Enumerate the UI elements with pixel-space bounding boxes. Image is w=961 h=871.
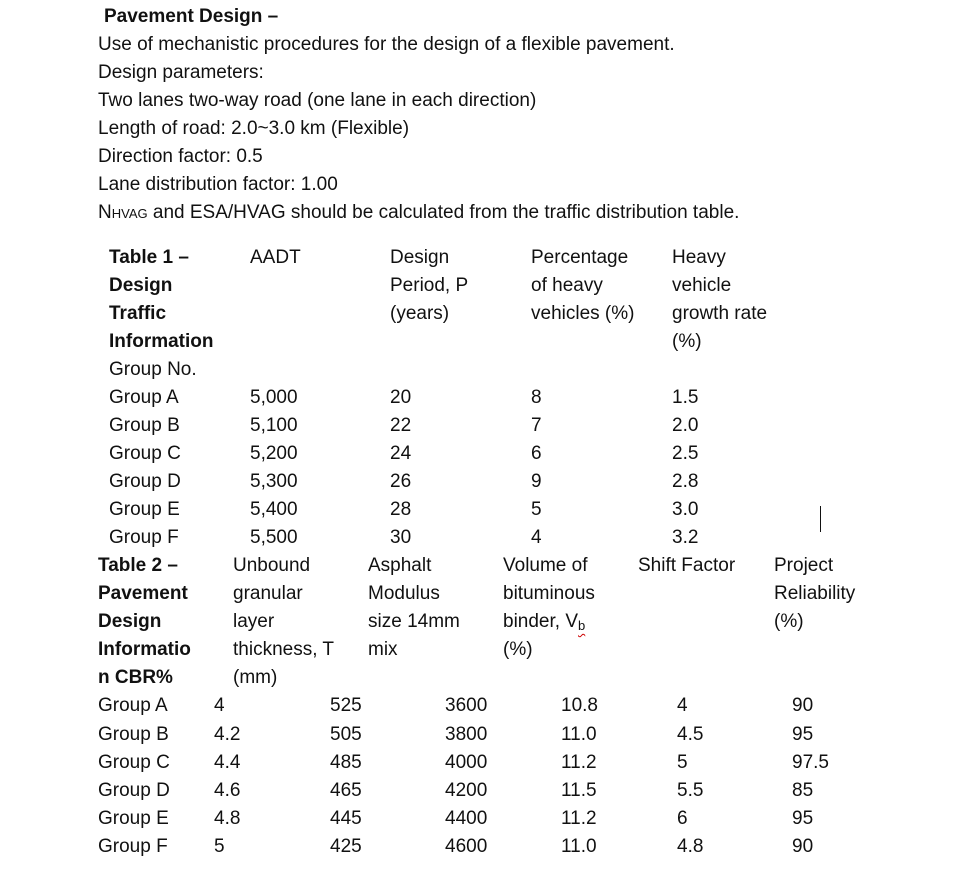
table1-percent: 4 bbox=[531, 527, 542, 548]
table2-group: Group A bbox=[98, 695, 168, 716]
table1-growth: 3.2 bbox=[672, 527, 699, 548]
table1-growth: 2.8 bbox=[672, 471, 699, 492]
table1-title: Table 1 – bbox=[109, 247, 189, 268]
table2-shift: 4.8 bbox=[677, 836, 704, 857]
traffic-note-subscript: HVAG bbox=[111, 206, 148, 221]
table2-thickness: 445 bbox=[330, 808, 362, 829]
table1-header-growth: (%) bbox=[672, 331, 702, 352]
table2-modulus: 3600 bbox=[445, 695, 488, 716]
table2-cbr: 4.4 bbox=[214, 752, 241, 773]
table1-aadt: 5,500 bbox=[250, 527, 298, 548]
traffic-note-prefix: N bbox=[98, 202, 112, 223]
table2-header-granular: layer bbox=[233, 611, 275, 632]
intro-line: Lane distribution factor: 1.00 bbox=[98, 174, 338, 195]
table1-growth: 2.0 bbox=[672, 415, 699, 436]
intro-line: Length of road: 2.0~3.0 km (Flexible) bbox=[98, 118, 410, 139]
table1-percent: 7 bbox=[531, 415, 542, 436]
table1-group: Group D bbox=[109, 471, 181, 492]
table2-group: Group D bbox=[98, 780, 170, 801]
table1-header-period: Period, P bbox=[390, 275, 469, 296]
table2-shift: 6 bbox=[677, 808, 688, 829]
table2-modulus: 4600 bbox=[445, 836, 488, 857]
table2-reliability: 90 bbox=[792, 695, 814, 716]
traffic-note bbox=[98, 202, 739, 225]
table2-volume: 10.8 bbox=[561, 695, 598, 716]
table1-header-percent: of heavy bbox=[531, 275, 603, 296]
table2-thickness: 505 bbox=[330, 724, 362, 745]
table2-header-asphalt: Modulus bbox=[368, 583, 440, 604]
table2-volume: 11.5 bbox=[561, 780, 597, 801]
table2-header-asphalt: size 14mm bbox=[368, 611, 460, 632]
table2-header-reliability: Project bbox=[774, 555, 834, 576]
intro-line: Two lanes two-way road (one lane in each direction) bbox=[98, 90, 537, 111]
table2-cbr: 4 bbox=[214, 695, 225, 716]
table2-title: Table 2 – bbox=[98, 555, 178, 576]
table1-growth: 3.0 bbox=[672, 499, 699, 520]
table2-title: Design bbox=[98, 611, 162, 632]
table2-header-granular: granular bbox=[233, 583, 303, 604]
binder-subscript: b bbox=[578, 618, 586, 633]
table2-volume: 11.0 bbox=[561, 836, 597, 857]
table1-period: 20 bbox=[390, 387, 412, 408]
table1-aadt: 5,000 bbox=[250, 387, 298, 408]
table2-title: Pavement bbox=[98, 583, 188, 604]
intro-line: Design parameters: bbox=[98, 62, 264, 83]
table2-thickness: 465 bbox=[330, 780, 362, 801]
table2-header-volume: Volume of bbox=[503, 555, 588, 576]
table1-aadt: 5,400 bbox=[250, 499, 298, 520]
table1-group: Group A bbox=[109, 387, 179, 408]
table2-group: Group F bbox=[98, 836, 168, 857]
table2-thickness: 525 bbox=[330, 695, 362, 716]
table1-period: 28 bbox=[390, 499, 412, 520]
table1-percent: 9 bbox=[531, 471, 542, 492]
table2-header-shift: Shift Factor bbox=[638, 555, 736, 576]
table1-header-growth: growth rate bbox=[672, 303, 768, 324]
table1-aadt: 5,100 bbox=[250, 415, 298, 436]
table2-volume: 11.2 bbox=[561, 808, 597, 829]
table1-period: 26 bbox=[390, 471, 412, 492]
table2-reliability: 85 bbox=[792, 780, 814, 801]
table2-header-granular: thickness, T bbox=[233, 639, 335, 660]
table2-header-asphalt: Asphalt bbox=[368, 555, 432, 576]
table2-modulus: 4000 bbox=[445, 752, 488, 773]
table2-thickness: 485 bbox=[330, 752, 362, 773]
table2-shift: 4.5 bbox=[677, 724, 704, 745]
table2-group: Group E bbox=[98, 808, 169, 829]
table1-group: Group E bbox=[109, 499, 180, 520]
table2-header-volume: (%) bbox=[503, 639, 533, 660]
table2-cbr: 5 bbox=[214, 836, 225, 857]
table1-percent: 8 bbox=[531, 387, 542, 408]
table2-header-granular: (mm) bbox=[233, 667, 278, 688]
page-title: Pavement Design – bbox=[104, 6, 279, 27]
table1-header-period: (years) bbox=[390, 303, 450, 324]
table2-cbr: 4.8 bbox=[214, 808, 241, 829]
table1-header-period: Design bbox=[390, 247, 450, 268]
table2-header-reliability: (%) bbox=[774, 611, 804, 632]
table2-shift: 4 bbox=[677, 695, 688, 716]
table1-title: Traffic bbox=[109, 303, 167, 324]
table1-growth: 2.5 bbox=[672, 443, 699, 464]
traffic-note-text: and ESA/HVAG should be calculated from the traffic distribution table. bbox=[147, 202, 740, 223]
table1-header-aadt: AADT bbox=[250, 247, 301, 268]
table1-period: 22 bbox=[390, 415, 412, 436]
table2-header-asphalt: mix bbox=[368, 639, 398, 660]
table1-aadt: 5,200 bbox=[250, 443, 298, 464]
table1-header-growth: Heavy bbox=[672, 247, 726, 268]
table2-title: Informatio bbox=[98, 639, 191, 660]
intro-line: Direction factor: 0.5 bbox=[98, 146, 263, 167]
table1-growth: 1.5 bbox=[672, 387, 699, 408]
table2-header-volume: bituminous bbox=[503, 583, 595, 604]
table2-cbr: 4.6 bbox=[214, 780, 241, 801]
table1-aadt: 5,300 bbox=[250, 471, 298, 492]
table1-period: 24 bbox=[390, 443, 412, 464]
table2-title: n CBR% bbox=[98, 667, 173, 688]
table2-header-reliability: Reliability bbox=[774, 583, 856, 604]
table2-modulus: 3800 bbox=[445, 724, 488, 745]
table2-modulus: 4200 bbox=[445, 780, 488, 801]
table2-cbr: 4.2 bbox=[214, 724, 241, 745]
table2-shift: 5.5 bbox=[677, 780, 704, 801]
table2-thickness: 425 bbox=[330, 836, 362, 857]
table1-period: 30 bbox=[390, 527, 412, 548]
table1-percent: 6 bbox=[531, 443, 542, 464]
table1-title: Design bbox=[109, 275, 173, 296]
table1-group: Group F bbox=[109, 527, 179, 548]
table1-group: Group B bbox=[109, 415, 180, 436]
intro-line: Use of mechanistic procedures for the design of a flexible pavement. bbox=[98, 34, 675, 55]
text-cursor[interactable] bbox=[820, 506, 821, 532]
table1-group: Group C bbox=[109, 443, 181, 464]
table1-group-label: Group No. bbox=[109, 359, 197, 380]
table2-header-volume bbox=[503, 611, 585, 634]
table2-group: Group B bbox=[98, 724, 169, 745]
table2-reliability: 97.5 bbox=[792, 752, 829, 773]
table2-reliability: 95 bbox=[792, 724, 814, 745]
table2-group: Group C bbox=[98, 752, 170, 773]
table1-header-growth: vehicle bbox=[672, 275, 732, 296]
table2-volume: 11.2 bbox=[561, 752, 597, 773]
table1-header-percent: Percentage bbox=[531, 247, 629, 268]
table2-reliability: 95 bbox=[792, 808, 814, 829]
binder-label: binder, V bbox=[503, 611, 578, 632]
table1-title: Information bbox=[109, 331, 214, 352]
table1-header-percent: vehicles (%) bbox=[531, 303, 635, 324]
table2-reliability: 90 bbox=[792, 836, 814, 857]
table2-header-granular: Unbound bbox=[233, 555, 311, 576]
table1-percent: 5 bbox=[531, 499, 542, 520]
table2-shift: 5 bbox=[677, 752, 688, 773]
table2-modulus: 4400 bbox=[445, 808, 488, 829]
table2-volume: 11.0 bbox=[561, 724, 597, 745]
